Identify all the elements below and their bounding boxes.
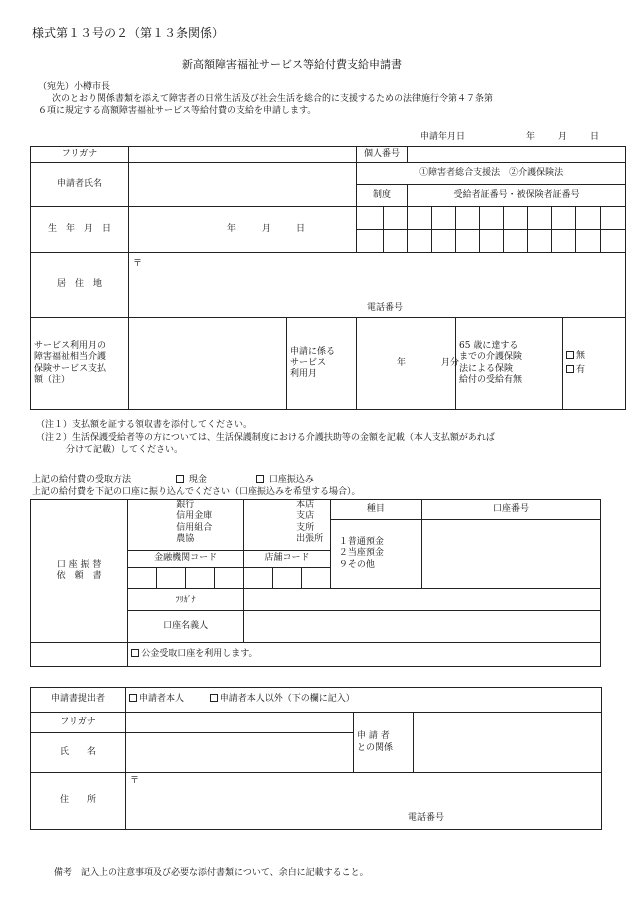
- holder-kana-label: ﾌﾘｶﾞﾅ: [128, 589, 244, 611]
- holder-name-label: 口座名義人: [128, 611, 244, 643]
- bank-type-item: 農協: [176, 533, 195, 544]
- bank-code-label: 金融機関コード: [128, 551, 244, 568]
- service-month-line: 利用月: [290, 369, 318, 380]
- submitter-options: [126, 688, 602, 713]
- page-title: 新高額障害福祉サービス等給付費支給申請書: [182, 58, 402, 71]
- checkbox-icon[interactable]: [256, 475, 264, 483]
- request-label-tail: [31, 643, 128, 667]
- cert-digit[interactable]: [576, 207, 601, 230]
- cert-digit[interactable]: [408, 230, 432, 253]
- service-month-label: [287, 318, 357, 410]
- birthdate-field[interactable]: [129, 207, 357, 253]
- cash-label: 現金: [188, 475, 207, 485]
- option-none[interactable]: [566, 351, 622, 362]
- request-label-line1: 口 座 振 替: [56, 559, 102, 570]
- transfer-option[interactable]: [256, 475, 314, 486]
- birthdate-label: 生 年 月 日: [31, 207, 129, 253]
- age65-line: 法による保険: [459, 363, 514, 374]
- furigana-field[interactable]: [129, 147, 357, 163]
- age65-options: [563, 318, 626, 410]
- applicant-name-field[interactable]: [129, 163, 357, 207]
- bank-type-item: 信用組合: [176, 522, 213, 533]
- submitter-other-option[interactable]: [210, 694, 355, 704]
- public-account-label: 公金受取口座を利用します。: [141, 648, 258, 659]
- service-amount-line: 保険サービス支払: [34, 363, 107, 374]
- bank-type-item: 銀行: [176, 500, 195, 510]
- category-label: 種目: [330, 500, 421, 520]
- submitter-postal-mark: 〒: [130, 776, 140, 786]
- service-amount-line: 障害福祉相当介護: [34, 352, 107, 363]
- option-yes[interactable]: [566, 365, 622, 376]
- service-amount-line: 額（注）: [34, 374, 71, 385]
- intro-text-line2: ６項に規定する高額障害福祉サービス等給付費の支給を申請します。: [38, 106, 317, 116]
- cert-digit[interactable]: [456, 230, 480, 253]
- cert-digit[interactable]: [552, 207, 576, 230]
- service-month-line: 申請に係る: [290, 346, 336, 357]
- cert-digit[interactable]: [456, 207, 480, 230]
- age65-line: 65 歳に達する: [459, 341, 519, 351]
- service-year: 年: [397, 358, 407, 368]
- system-label: 制度: [357, 185, 408, 207]
- account-type-item: １普通預金: [338, 537, 384, 548]
- submitter-address-field[interactable]: [126, 773, 602, 830]
- holder-name-field[interactable]: [244, 611, 601, 643]
- relation-line2: との関係: [357, 742, 394, 753]
- age65-line: までの介護保険: [459, 352, 523, 363]
- cert-digit[interactable]: [504, 207, 528, 230]
- application-date-year: 年: [526, 132, 536, 142]
- system-cell[interactable]: [357, 230, 384, 253]
- branch-type-item: 支店: [296, 511, 315, 522]
- cert-digit[interactable]: [504, 230, 528, 253]
- branch-code-digit[interactable]: [244, 568, 273, 589]
- relation-label: [354, 713, 414, 773]
- branch-code-label: 店舗コード: [244, 551, 331, 568]
- service-amount-label: [31, 318, 129, 410]
- bank-code-digit[interactable]: [157, 568, 186, 589]
- individual-number-label: 個人番号: [357, 147, 408, 163]
- checkbox-icon[interactable]: [176, 475, 184, 483]
- request-label: [31, 500, 128, 643]
- public-account-option[interactable]: [128, 643, 601, 667]
- branch-type-item: 本店: [296, 500, 315, 510]
- submitter-name-label: 氏 名: [31, 733, 126, 773]
- submitter-phone-label: 電話番号: [408, 813, 445, 823]
- applicant-name-label: 申請者氏名: [31, 163, 129, 207]
- application-date-month: 月: [558, 132, 568, 142]
- cert-digit[interactable]: [528, 207, 552, 230]
- branch-code-digit[interactable]: [273, 568, 302, 589]
- cash-option[interactable]: [176, 475, 207, 486]
- account-type-item: ９その他: [338, 559, 375, 570]
- form-number: 様式第１３号の２（第１３条関係）: [32, 26, 225, 40]
- address-field[interactable]: [129, 253, 626, 318]
- law-options: ①障害者総合支援法 ②介護保険法: [357, 163, 626, 185]
- bank-code-digit[interactable]: [215, 568, 244, 589]
- cert-digit[interactable]: [432, 207, 456, 230]
- checkbox-icon[interactable]: [566, 351, 574, 359]
- branch-type-cell[interactable]: [244, 500, 331, 551]
- furigana-label: フリガナ: [31, 147, 129, 163]
- option-none-label: 無: [576, 350, 586, 361]
- submitter-other-label: 申請者本人以外（下の欄に記入）: [219, 694, 355, 705]
- submitter-table: [30, 687, 602, 830]
- birth-day: 日: [296, 224, 306, 234]
- cert-digit[interactable]: [601, 230, 626, 253]
- cert-digit[interactable]: [384, 207, 408, 230]
- cert-digit[interactable]: [601, 207, 626, 230]
- submitter-name-field[interactable]: [126, 733, 354, 773]
- account-number-field[interactable]: [421, 520, 600, 589]
- postal-mark: 〒: [133, 259, 143, 269]
- service-amount-line: サービス利用月の: [34, 341, 107, 351]
- submitter-address-label: 住 所: [31, 773, 126, 830]
- submitter-self-option[interactable]: [129, 694, 184, 704]
- option-yes-label: 有: [576, 365, 586, 375]
- account-type-item: ２当座預金: [338, 548, 384, 559]
- account-number-label: 口座番号: [421, 500, 600, 520]
- bank-type-item: 信用金庫: [176, 511, 213, 522]
- phone-label: 電話番号: [367, 303, 404, 313]
- application-date-label: 申請年月日: [420, 132, 466, 142]
- submitter-furigana-label: フリガナ: [31, 713, 126, 733]
- cert-digit[interactable]: [576, 230, 601, 253]
- payment-method-label: 上記の給付費の受取方法: [32, 475, 132, 485]
- branch-type-item: 支所: [296, 522, 315, 533]
- age65-line: 給付の受給有無: [459, 374, 523, 385]
- cert-digit[interactable]: [552, 230, 576, 253]
- account-type-cell[interactable]: [330, 520, 421, 589]
- bank-type-cell[interactable]: [128, 500, 244, 551]
- checkbox-icon[interactable]: [566, 365, 574, 373]
- branch-type-item: 出張所: [296, 533, 324, 544]
- addressee: （宛先）小樽市長: [38, 82, 111, 92]
- submitter-furigana-field[interactable]: [126, 713, 354, 733]
- request-label-line2: 依 頼 書: [56, 571, 102, 581]
- note-2-line2: 分けて記載）してください。: [66, 445, 184, 455]
- system-cell[interactable]: [357, 207, 384, 230]
- checkbox-icon[interactable]: [210, 694, 218, 702]
- relation-line1: 申 請 者: [357, 731, 390, 742]
- submitter-self-label: 申請者本人: [139, 694, 185, 705]
- holder-kana-field[interactable]: [244, 589, 601, 611]
- address-label: 居 住 地: [31, 253, 129, 318]
- service-amount-field[interactable]: [129, 318, 287, 410]
- age65-label: [456, 318, 563, 410]
- intro-text-line1: 次のとおり関係書類を添えて障害者の日常生活及び社会生活を総合的に支援するための法律施行令第４７条第: [52, 94, 494, 104]
- note-1: （注１）支払額を証する領収書を添付してください。: [36, 420, 253, 430]
- transfer-label: 口座振込み: [268, 475, 314, 485]
- transfer-note: 上記の給付費を下記の口座に振り込んでください（口座振込みを希望する場合）。: [32, 487, 361, 497]
- checkbox-icon[interactable]: [131, 649, 139, 657]
- applicant-table: [30, 146, 626, 410]
- remarks: 備考 記入上の注意事項及び必要な添付書類について、余白に記載すること。: [54, 868, 369, 878]
- checkbox-icon[interactable]: [129, 694, 137, 702]
- cert-digit[interactable]: [408, 207, 432, 230]
- cert-digit[interactable]: [432, 230, 456, 253]
- certificate-number-label: 受給者証番号・被保険者証番号: [408, 185, 626, 207]
- bank-code-digit[interactable]: [128, 568, 157, 589]
- bank-code-digit[interactable]: [186, 568, 215, 589]
- cert-digit[interactable]: [384, 230, 408, 253]
- service-month-line: サービス: [290, 357, 327, 368]
- submitter-label: 申請書提出者: [31, 688, 126, 713]
- relation-field[interactable]: [414, 713, 602, 773]
- application-date-day: 日: [590, 132, 600, 142]
- birth-year: 年: [227, 224, 237, 234]
- branch-code-digit[interactable]: [301, 568, 330, 589]
- note-2-line1: （注２）生活保護受給者等の方については、生活保護制度における介護扶助等の金額を記載（本人支払額があれば: [36, 433, 495, 443]
- cert-digit[interactable]: [480, 207, 504, 230]
- service-month: 月分: [441, 358, 460, 368]
- birth-month: 月: [262, 224, 272, 234]
- bank-transfer-table: [30, 499, 601, 667]
- individual-number-field[interactable]: [408, 147, 626, 163]
- cert-digit[interactable]: [480, 230, 504, 253]
- service-month-field[interactable]: [357, 318, 460, 410]
- cert-digit[interactable]: [528, 230, 552, 253]
